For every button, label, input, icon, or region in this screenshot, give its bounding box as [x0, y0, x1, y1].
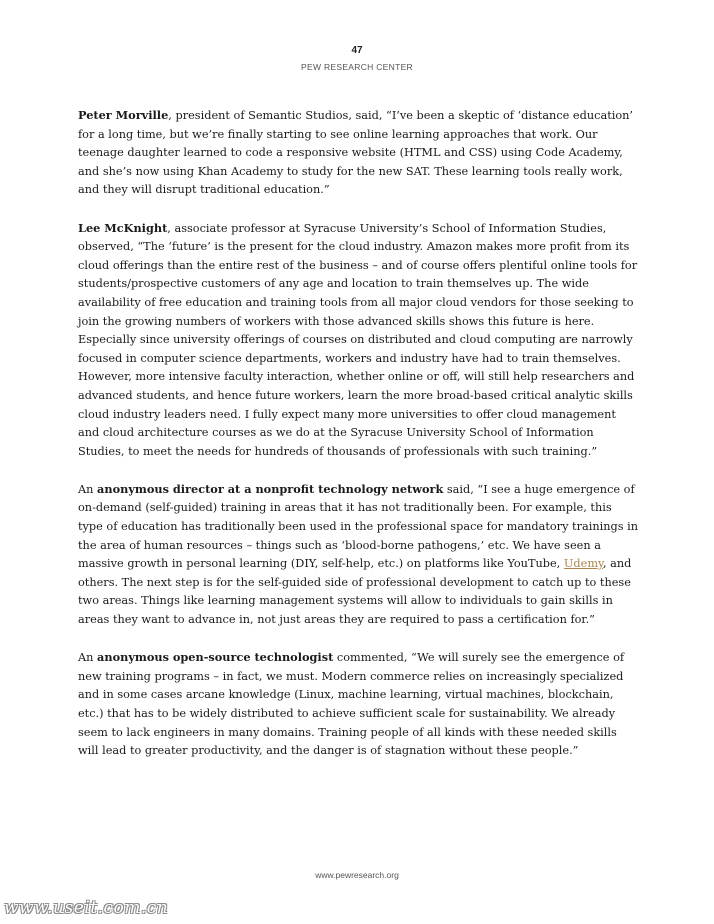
paragraph-lee-mcknight — [78, 219, 640, 462]
paragraph-peter-morville — [78, 106, 640, 200]
paragraph-text: said, “I see a huge emergence of on-demand (self-guided) training in areas that it has not traditionally been. For example, this type of education has traditionally been used in the professional space for mandatory trainings in the area of human resources – things such as ‘blood-borne pathogens,’ etc. We have seen a massive growth in personal learning (DIY, self-help, etc.) on platforms like YouTube, — [78, 482, 639, 571]
speaker-name: Lee McKnight — [78, 220, 168, 235]
watermark: www.useit.com.cn — [4, 898, 169, 918]
paragraph-text-after-link: , and others. The next step is for the self-guided side of professional development to catch up to these two areas. Things like learning management systems will allow to individuals to gain skills in areas they want to advance in, not just areas they are required to pass a certification for.” — [78, 557, 632, 627]
udemy-link[interactable]: Udemy — [563, 557, 603, 571]
paragraph-text: commented, “We will surely see the emergence of new training programs – in fact, we must. Modern commerce relies on increasingly specialized and in some cases arcane knowledge (Linux, machine learning, virtual machines, blockchain, etc.) that has to be widely distributed to achieve sufficient scale for sustainability. We already seem to lack engineers in many domains. Training people of all kinds with these needed skills will lead to greater productivity, and the danger is of stagnation without these people.” — [78, 651, 625, 758]
paragraph-anonymous-technologist — [78, 648, 640, 761]
header-organization: PEW RESEARCH CENTER — [301, 62, 413, 72]
page-number: 47 — [351, 45, 363, 56]
speaker-name: Peter Morville — [78, 108, 169, 122]
article-body — [78, 106, 640, 779]
paragraph-text: , associate professor at Syracuse University’s School of Information Studies, observed, “The ‘future’ is the present for the cloud industry. Amazon makes more profit from its cloud offerings than the entire rest of the business – and of course offers plentiful online tools for students/prospective customers of any age and location to train themselves up. The wide availability of free education and training tools from all major cloud vendors for those seeking to join the growing numbers of workers with those advanced skills shows this future is here. Especially since university offerings of courses on distributed and cloud computing are narrowly focused in computer science departments, workers and industry have had to train themselves. However, more intensive faculty interaction, whether online or off, will still help researchers and advanced students, and hence future workers, learn the more broad-based critical analytic skills cloud industry leaders need. I fully expect many more universities to offer cloud management and cloud architecture courses as we do at the Syracuse University School of Information Studies, to meet the needs for hundreds of thousands of professionals with such training.” — [78, 221, 638, 458]
paragraph-text: , president of Semantic Studios, said, “I’ve been a skeptic of ‘distance education’ for a long time, but we’re finally starting to see online learning approaches that work. Our teenage daughter learned to code a responsive website (HTML and CSS) using Code Academy, and she’s now using Khan Academy to study for the new SAT. These learning tools really work, and they will disrupt traditional education.” — [78, 109, 634, 197]
paragraph-prefix: An — [78, 482, 98, 496]
footer-url: www.pewresearch.org — [315, 870, 399, 880]
speaker-name: anonymous open-source technologist — [97, 650, 334, 665]
paragraph-prefix: An — [78, 651, 98, 665]
paragraph-anonymous-director — [78, 480, 640, 630]
speaker-name: anonymous director at a nonprofit technology network — [97, 481, 444, 496]
page-header — [0, 44, 714, 74]
